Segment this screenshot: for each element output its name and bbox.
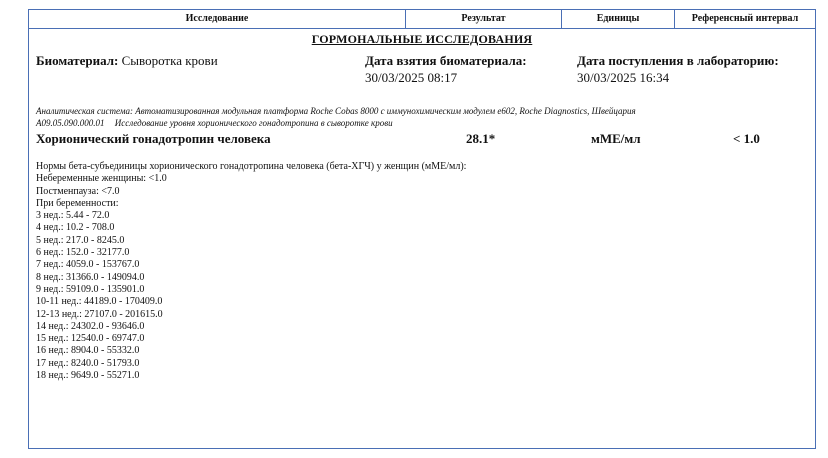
result-name: Хорионический гонадотропин человека — [36, 131, 271, 146]
norm-line: 18 нед.: 9649.0 - 55271.0 — [36, 370, 140, 382]
biomaterial-label: Биоматериал: — [36, 53, 119, 68]
norm-line: 15 нед.: 12540.0 - 69747.0 — [36, 333, 145, 345]
norm-line: 16 нед.: 8904.0 - 55332.0 — [36, 345, 140, 357]
norm-line: Постменпауза: <7.0 — [36, 185, 120, 197]
reference-norms — [29, 161, 815, 382]
norm-line: 9 нед.: 59109.0 - 135901.0 — [36, 283, 145, 295]
header-reference: Референсный интервал — [691, 13, 799, 24]
norm-line: 3 нед.: 5.44 - 72.0 — [36, 210, 110, 222]
section-title: ГОРМОНАЛЬНЫЕ ИССЛЕДОВАНИЯ — [311, 32, 533, 46]
test-code: A09.05.090.000.01 — [36, 118, 105, 128]
header-units: Единицы — [562, 10, 675, 28]
header-result: Результат — [406, 10, 562, 28]
test-description: Исследование уровня хорионического гонадотропина в сыворотке крови — [114, 118, 393, 128]
result-value: 28.1* — [466, 131, 496, 146]
result-units: мМЕ/мл — [591, 131, 641, 146]
lab-report-frame — [28, 9, 816, 449]
norm-line: Нормы бета-субъединицы хорионического гонадотропина человека (бета-ХГЧ) у женщин (мМЕ/мл): — [36, 161, 467, 172]
norm-line: 17 нед.: 8240.0 - 51793.0 — [36, 357, 140, 369]
norm-line: 7 нед.: 4059.0 - 153767.0 — [36, 259, 140, 271]
norm-line: При беременности: — [36, 197, 119, 209]
received-date-label: Дата поступления в лабораторию: — [577, 53, 779, 68]
norm-line: 12-13 нед.: 27107.0 - 201615.0 — [36, 308, 163, 320]
norm-line: 6 нед.: 152.0 - 32177.0 — [36, 247, 130, 259]
norm-line: 10-11 нед.: 44189.0 - 170409.0 — [36, 296, 163, 308]
collection-date-value: 30/03/2025 08:17 — [365, 70, 458, 85]
norm-line: 5 нед.: 217.0 - 8245.0 — [36, 234, 125, 246]
analytic-system: Аналитическая система: Автоматизированная модульная платформа Roche Cobas 8000 с иммунохимическим модулем e602, Roche Diagnostics, Швейцария — [36, 106, 636, 116]
result-reference: < 1.0 — [733, 131, 760, 146]
received-date — [577, 53, 779, 86]
norm-line: 8 нед.: 31366.0 - 149094.0 — [36, 271, 145, 283]
sample-meta — [29, 47, 815, 97]
result-row — [29, 131, 815, 149]
norm-line: 4 нед.: 10.2 - 708.0 — [36, 222, 115, 234]
header-study: Исследование — [29, 10, 406, 28]
received-date-value: 30/03/2025 16:34 — [577, 70, 670, 85]
collection-date-label: Дата взятия биоматериала: — [365, 53, 527, 68]
collection-date — [365, 53, 527, 86]
norm-line: 14 нед.: 24302.0 - 93646.0 — [36, 320, 145, 332]
norm-line: Небеременные женщины: <1.0 — [36, 173, 167, 185]
table-header — [29, 10, 815, 29]
test-code-line — [29, 117, 815, 129]
biomaterial — [36, 53, 218, 69]
biomaterial-value: Сыворотка крови — [121, 53, 218, 68]
